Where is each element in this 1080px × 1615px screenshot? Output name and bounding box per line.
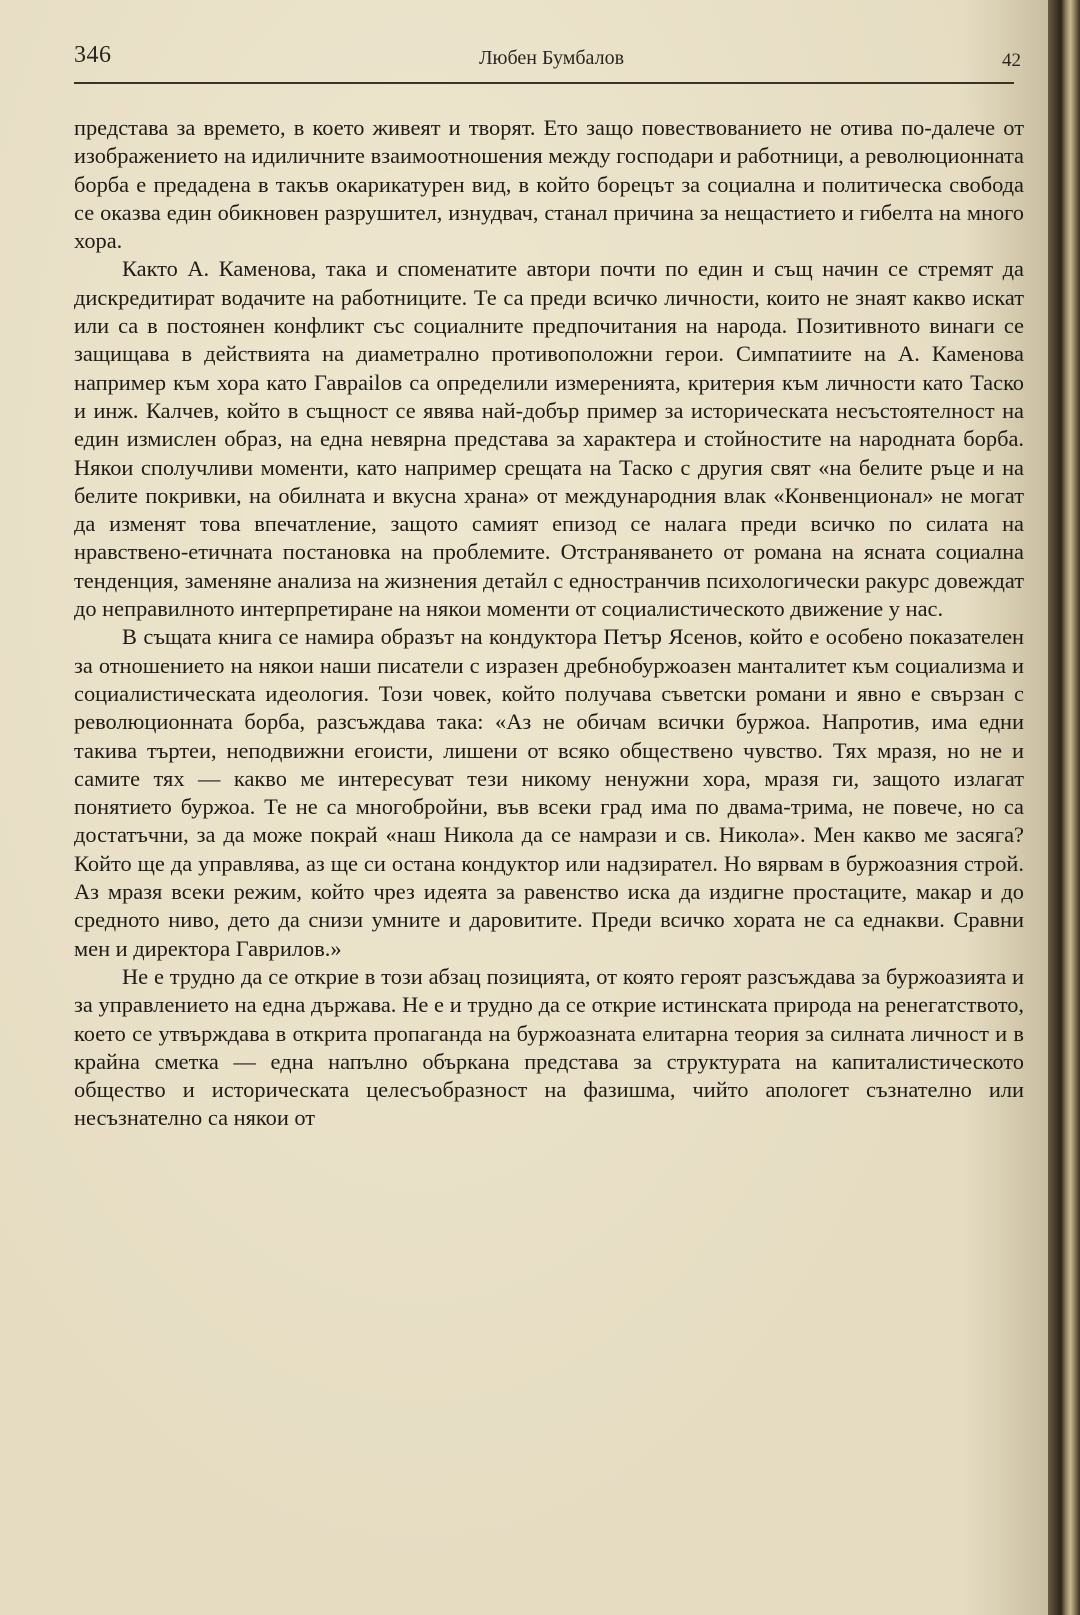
book-spine-edge [1048,0,1080,1615]
running-title: Любен Бумбалов [478,47,625,69]
paragraph-2: Както А. Каменова, така и споменатите автори почти по един и същ начин се стремят да дискредитират водачите на работниците. Те са преди всичко личности, които не знаят какво искат или са в постоянен конфликт със социалните предпочитания на народа. Позитивното винаги се защищава в действията на диаметрално противоположни герои. Симпатиите на А. Каменова например към хора като Гаврailов са определили измеренията, критерия към личности като Таско и инж. Калчев, който в същност се явява най-добър пример за историческата несъстоятелност на един измислен образ, на една невярна представа за характера и стойностите на народната борба. Някои сполучливи моменти, като например срещата на Таско с другия свят «на белите ръце и на белите покривки, на обилната и вкусна храна» от международния влак «Конвенционал» не могат да изменят това впечатление, защото самият епизод се налага преди всичко по силата на нравствено-етичната постановка на проблемите. Отстраняването от романа на ясната социална тенденция, заменяне анализа на жизнения детайл с едностранчив психологически ракурс довеждат до неправилното интерпретиране на някои моменти от социалистическото движение у нас. [74,256,1024,622]
page-number: 346 [74,42,112,68]
body-text [74,114,1024,1133]
sheet-mark: 42 [1002,50,1021,71]
paragraph-1: представа за времето, в което живеят и творят. Ето защо повествованието не отива по-далече от изображението на идиличните взаимоотношения между господари и работници, а революционната борба е предадена в такъв окарикатурен вид, в който борецът за социална и политическа свобода се оказва един обикновен разрушител, изнудвач, станал причина за нещастието и гибелта на много хора. [74,115,1024,254]
running-head [74,42,1029,82]
paragraph-4: Не е трудно да се открие в този абзац позицията, от която героят разсъждава за буржоазията и за управлението на една държава. Не е и трудно да се открие истинската природа на ренегатството, което се утвърждава в открита пропаганда на буржоазната елитарна теория за силната личност и в крайна сметка — една напълно объркана представа за структурата на капиталистическото общество и историческата целесъобразност на фазишма, чийто апологет съзнателно или несъзнателно са някои от [74,963,1024,1131]
paragraph-3: В същата книга се намира образът на кондуктора Петър Ясенов, който е особено показателен за отношението на някои наши писатели с изразен дребнобуржоазен манталитет към социализма и социалистическата идеология. Този човек, който получава съветски романи и явно е свързан с революционната борба, разсъждава така: «Аз не обичам всички буржоа. Напротив, има едни такива търтеи, неподвижни егоисти, лишени от всяко обществено чувство. Тях мразя, но не и самите тях — какво ме интересуват тези никому ненужни хора, мразя ги, защото излагат понятието буржоа. Те не са многобройни, във всеки град има по двама-трима, не повече, но са достатъчни, за да може покрай «наш Никола да се намрази и св. Никола». Мен какво ме засяга? Който ще да управлява, аз ще си остана кондуктор или надзирател. Но вярвам в буржоазния строй. Аз мразя всеки режим, който чрез идеята за равенство иска да издигне простаците, макар и до средното ниво, дето да снизи умните и даровитите. Преди всичко хората не са еднакви. Сравни мен и директора Гаврилов.» [74,624,1024,961]
header-rule [74,82,1014,84]
